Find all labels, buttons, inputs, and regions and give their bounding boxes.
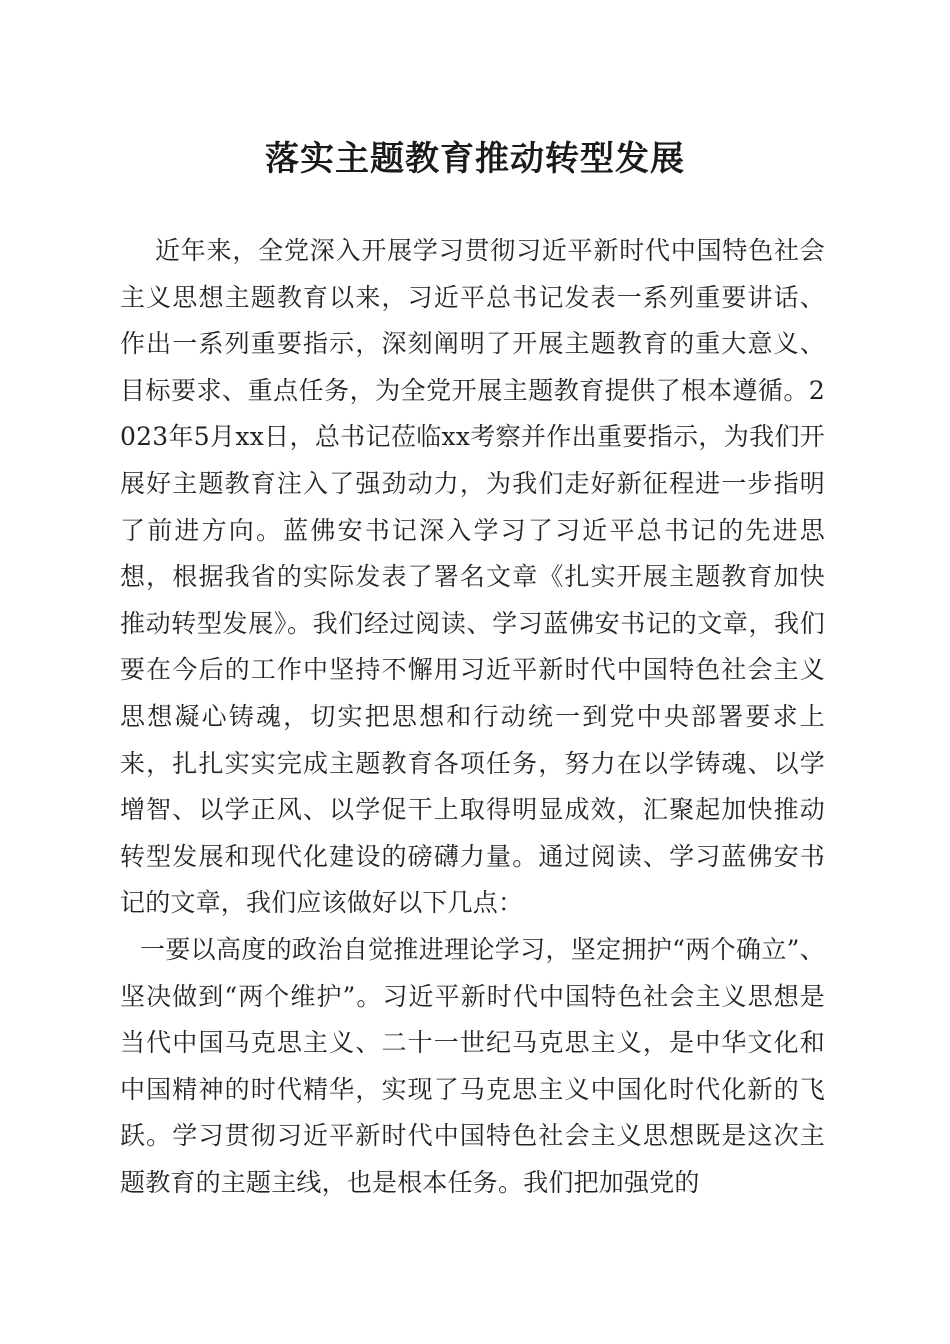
document-body xyxy=(120,228,825,1206)
document-title: 落实主题教育推动转型发展 xyxy=(265,139,685,179)
paragraph-point-one: 一要以高度的政治自觉推进理论学习，坚定拥护“两个确立”、坚决做到“两个维护”。习近平新时代中国特色社会主义思想是当代中国马克思主义、二十一世纪马克思主义，是中华文化和中国精神的时代精华，实现了马克思主义中国化时代化新的飞跃。学习贯彻习近平新时代中国特色社会主义思想既是这次主题教育的主题主线，也是根本任务。我们把加强党的 xyxy=(120,934,825,1197)
paragraph-intro: 近年来，全党深入开展学习贯彻习近平新时代中国特色社会主义思想主题教育以来，习近平总书记发表一系列重要讲话、作出一系列重要指示，深刻阐明了开展主题教育的重大意义、目标要求、重点任务，为全党开展主题教育提供了根本遵循。2023年5月xx日，总书记莅临xx考察并作出重要指示，为我们开展好主题教育注入了强劲动力，为我们走好新征程进一步指明了前进方向。蓝佛安书记深入学习了习近平总书记的先进思想，根据我省的实际发表了署名文章《扎实开展主题教育加快推动转型发展》。我们经过阅读、学习蓝佛安书记的文章，我们要在今后的工作中坚持不懈用习近平新时代中国特色社会主义思想凝心铸魂，切实把思想和行动统一到党中央部署要求上来，扎扎实实完成主题教育各项任务，努力在以学铸魂、以学增智、以学正风、以学促干上取得明显成效，汇聚起加快推动转型发展和现代化建设的磅礴力量。通过阅读、学习蓝佛安书记的文章，我们应该做好以下几点： xyxy=(120,236,825,918)
